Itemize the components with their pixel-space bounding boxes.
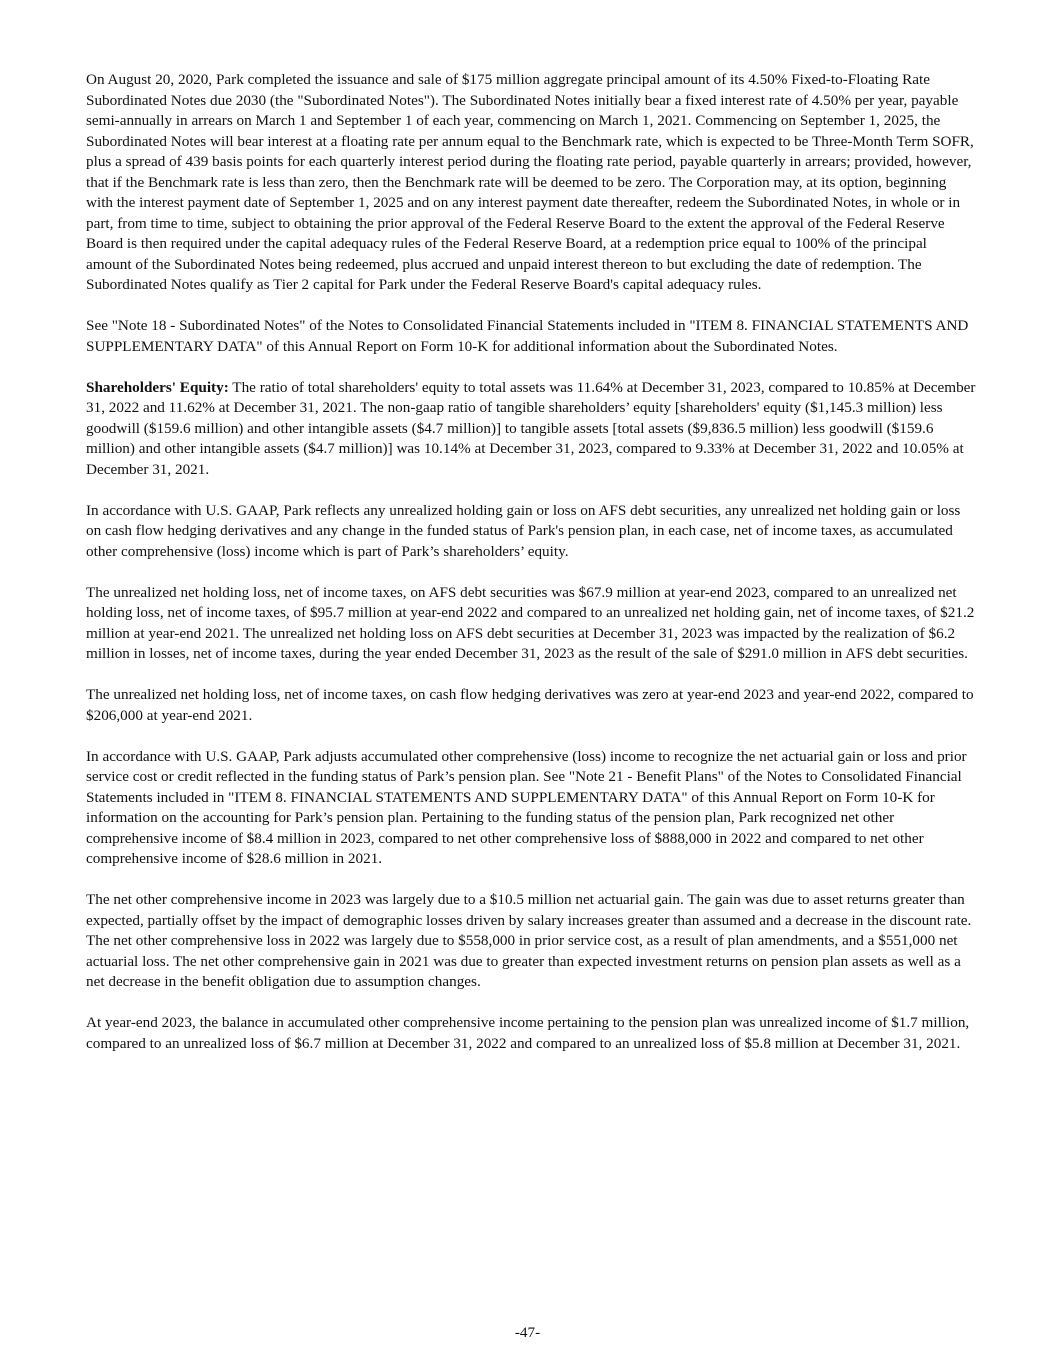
paragraph-subordinated-notes xyxy=(86,70,976,296)
paragraph-text: The unrealized net holding loss, net of income taxes, on AFS debt securities was $67.9 million at year-end 2023, compared to an unrealized net holding loss, net of income taxes, of $95.7 million at year-end 2022 and compared to an unrealized net holding gain, net of income taxes, of $21.2 million at year-end 2021. The unrealized net holding loss on AFS debt securities at December 31, 2023 was impacted by the realization of $6.2 million in losses, net of income taxes, during the year ended December 31, 2023 as the result of the sale of $291.0 million in AFS debt securities. xyxy=(86,583,975,662)
paragraph-text: In accordance with U.S. GAAP, Park reflects any unrealized holding gain or loss on AFS debt securities, any unrealized net holding gain or loss on cash flow hedging derivatives and any change in the funded status of Park's pension plan, in each case, net of income taxes, as accumulated other comprehensive (loss) income which is part of Park’s shareholders’ equity. xyxy=(86,501,961,560)
paragraph-text: The ratio of total shareholders' equity to total assets was 11.64% at December 31, 2023, compared to 10.85% at December 31, 2022 and 11.62% at December 31, 2021. The non-gaap ratio of tangible shareholders’ equity [shareholders' equity ($1,145.3 million) less goodwill ($159.6 million) and other intangible assets ($4.7 million)] to tangible assets [total assets ($9,836.5 million) less goodwill ($159.6 million) and other intangible assets ($4.7 million)] was 10.14% at December 31, 2023, compared to 9.33% at December 31, 2022 and 10.05% at December 31, 2021. xyxy=(86,378,976,478)
paragraph-actuarial-gain xyxy=(86,890,976,993)
paragraph-note-18-reference xyxy=(86,316,976,357)
paragraph-text: At year-end 2023, the balance in accumulated other comprehensive income pertaining to the pension plan was unrealized income of $1.7 million, compared to an unrealized loss of $6.7 million at December 31, 2022 and compared to an unrealized loss of $5.8 million at December 31, 2021. xyxy=(86,1014,970,1052)
document-body xyxy=(86,70,976,1075)
page-number: -47- xyxy=(514,1324,541,1341)
paragraph-text: See "Note 18 - Subordinated Notes" of the Notes to Consolidated Financial Statements included in "ITEM 8. FINANCIAL STATEMENTS AND SUPPLEMENTARY DATA" of this Annual Report on Form 10-K for additional information about the Subordinated Notes. xyxy=(86,317,969,355)
paragraph-text: In accordance with U.S. GAAP, Park adjusts accumulated other comprehensive (loss) income to recognize the net actuarial gain or loss and prior service cost or credit reflected in the funding status of Park’s pension plan. See "Note 21 - Benefit Plans" of the Notes to Consolidated Financial Statements included in "ITEM 8. FINANCIAL STATEMENTS AND SUPPLEMENTARY DATA" of this Annual Report on Form 10-K for information on the accounting for Park’s pension plan. Pertaining to the funding status of the pension plan, Park recognized net other comprehensive income of $8.4 million in 2023, compared to net other comprehensive loss of $888,000 in 2022 and compared to net other comprehensive income of $28.6 million in 2021. xyxy=(86,747,967,867)
paragraph-text: The unrealized net holding loss, net of income taxes, on cash flow hedging derivatives was zero at year-end 2023 and year-end 2022, compared to $206,000 at year-end 2021. xyxy=(86,686,974,724)
shareholders-equity-heading: Shareholders' Equity: xyxy=(86,378,229,396)
paragraph-pension-plan xyxy=(86,747,976,870)
paragraph-text: On August 20, 2020, Park completed the issuance and sale of $175 million aggregate principal amount of its 4.50% Fixed-to-Floating Rate Subordinated Notes due 2030 (the "Subordinated Notes"). The Subordinated Notes initially bear a fixed interest rate of 4.50% per year, payable semi-annually in arrears on March 1 and September 1 of each year, commencing on March 1, 2021. Commencing on September 1, 2025, the Subordinated Notes will bear interest at a floating rate per annum equal to the Benchmark rate, which is expected to be Three-Month Term SOFR, plus a spread of 439 basis points for each quarterly interest period during the floating rate period, payable quarterly in arrears; provided, however, that if the Benchmark rate is less than zero, then the Benchmark rate will be deemed to be zero. The Corporation may, at its option, beginning with the interest payment date of September 1, 2025 and on any interest payment date thereafter, redeem the Subordinated Notes, in whole or in part, from time to time, subject to obtaining the prior approval of the Federal Reserve Board to the extent the approval of the Federal Reserve Board is then required under the capital adequacy rules of the Federal Reserve Board, at a redemption price equal to 100% of the principal amount of the Subordinated Notes being redeemed, plus accrued and unpaid interest thereon to but excluding the date of redemption. The Subordinated Notes qualify as Tier 2 capital for Park under the Federal Reserve Board's capital adequacy rules. xyxy=(86,71,974,293)
paragraph-cash-flow-hedging xyxy=(86,685,976,726)
paragraph-gaap-aoci xyxy=(86,501,976,563)
paragraph-aoci-balance xyxy=(86,1013,976,1054)
paragraph-text: The net other comprehensive income in 2023 was largely due to a $10.5 million net actuarial gain. The gain was due to asset returns greater than expected, partially offset by the impact of demographic losses driven by salary increases greater than assumed and a decrease in the discount rate. The net other comprehensive loss in 2022 was largely due to $558,000 in prior service cost, as a result of plan amendments, and a $551,000 net actuarial loss. The net other comprehensive gain in 2021 was due to greater than expected investment returns on pension plan assets as well as a net decrease in the benefit obligation due to assumption changes. xyxy=(86,891,972,990)
paragraph-shareholders-equity xyxy=(86,378,976,481)
paragraph-afs-securities xyxy=(86,583,976,665)
